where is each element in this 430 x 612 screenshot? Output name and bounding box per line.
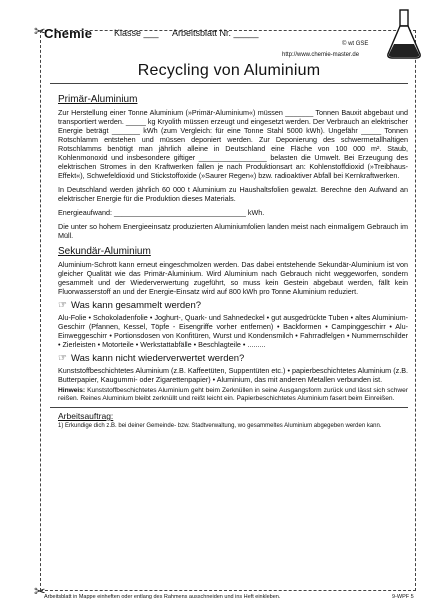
task-item-1: 1) Erkundige dich z.B. bei deiner Gemeinde- bzw. Stadtverwaltung, wo gesammeltes Aluminium abgegeben werden kann.: [58, 423, 382, 429]
primaer-closing-paragraph: Die unter so hohem Energieeinsatz produzierten Aluminiumfolien landen meist nach einmaligem Gebrauch im Müll.: [58, 222, 408, 240]
section-heading-primaer: Primär-Aluminium: [58, 94, 138, 105]
primaer-paragraph: Zur Herstellung einer Tonne Aluminium (»Primär-Aluminium«) müssen _______ Tonnen Bauxit abgebaut und transportiert werden. _____ kg Kryolith müssen erzeugt und eingesetzt werden. Der Verbrauch an elektrischer Energie beträgt _______ kWh (zum Vergleich: für eine Tonne Stahl 5000 kWh). Ungefähr _____ Tonnen Rotschlamm entstehen und müssen deponiert werden. Zur Deponierung des schwermetallhaltigen Rotschlamms benötigt man jährlich alleine in Deutschland eine Fläche von 100 000 m². Staub, Kohlenmonoxid und insbesondere giftiger _________________ belasten die Umwelt. Bei Erzeugung des elektrischen Stromes in den Kraftwerken fallen je nach Produktionsart an: Kohlenstoffdioxid (»Treibhaus-Effekt«), Schwefeldioxid und Stickstoffoxide (»Saurer Regen«) bzw. radioaktiver Abfall bei Kernkraftwerken.: [58, 108, 408, 180]
arbeitsauftrag-heading: Arbeitsauftrag:: [58, 411, 114, 421]
divider: [50, 407, 408, 408]
hint-text: Kunststoffbeschichtetes Aluminium geht beim Zerknüllen in seine Ausgangsform zurück und lässt sich schwer reißen. Reines Aluminium bleibt zerknüllt und reißt leicht ein. Papierbeschichtetes Aluminium fasert beim Einreißen.: [58, 387, 408, 402]
worksheet-header: [44, 26, 374, 60]
website-url: http://www.chemie-master.de: [282, 52, 360, 58]
scissors-icon: ✂: [34, 583, 46, 599]
footer-instructions: Arbeitsblatt in Mappe einheften oder entlang des Rahmens ausschneiden und ins Heft einkleben.: [44, 594, 281, 600]
copyright-text: © wt GSE: [342, 41, 369, 47]
hint-paragraph: [58, 387, 408, 403]
page-title: Recycling von Aluminium: [50, 62, 408, 84]
non-recyclable-items-list: Kunststoffbeschichtetes Aluminium (z.B. Kaffeetüten, Suppentüten etc.) • papierbeschichtetes Aluminium (z.B. Butterpapier, Kaugummi- oder Zigarettenpapier) • Aluminium, das mit anderen Metallen verbunden ist.: [58, 366, 408, 384]
question-gesammelt: [58, 300, 408, 311]
hint-label: Hinweis:: [58, 387, 86, 394]
flask-icon: [384, 8, 424, 62]
question-nicht-verwertbar: [58, 353, 408, 364]
section-heading-sekundaer: Sekundär-Aluminium: [58, 246, 151, 257]
sekundaer-paragraph: Aluminium-Schrott kann erneut eingeschmolzen werden. Das dabei entstehende Sekundär-Aluminium ist von gleicher Qualität wie das Primär-Aluminium. Wird Aluminium nach Gebrauch nicht weggeworfen, sondern gesammelt und der Wiederverwertung zugeführt, so muss kein Gestein abgebaut werden, fällt kein Fluorwasserstoff an und der Energie-Einsatz wird auf 800 kWh pro Tonne Aluminium reduziert.: [58, 260, 408, 296]
question-nicht-verwertbar-text: Was kann nicht wiederverwertet werden?: [70, 353, 245, 364]
pointing-hand-icon: ☞: [58, 300, 67, 311]
klasse-field: Klasse ___: [114, 28, 159, 38]
question-gesammelt-text: Was kann gesammelt werden?: [70, 300, 202, 311]
arbeitsblatt-number-field: Arbeitsblatt Nr. _____: [172, 28, 259, 38]
collectable-items-list: Alu-Folie • Schokoladenfolie • Joghurt-, Quark- und Sahnedeckel • gut ausgedrückte Tuben • altes Aluminium-Geschirr (Pfannen, Kessel, Töpfe - Eisengriffe vorher entfernen) • Backformen • Campinggeschirr • Alu-Einweggeschirr • Portionsdosen von Konfitüren, Wurst und Kondensmilch • Fahrradfelgen • Nummernschilder • Zierleisten • Motorteile • Werkstattabfälle • Beschlagteile • .........: [58, 313, 408, 349]
scissors-icon: ✂: [34, 23, 46, 39]
energy-answer-line: Energieaufwand: _________________________________ kWh.: [58, 208, 265, 217]
worksheet-body: [50, 62, 408, 431]
footer-code: 9-WPF 5: [392, 594, 414, 600]
subject-label: Chemie: [44, 26, 93, 41]
pointing-hand-icon: ☞: [58, 353, 67, 364]
primaer-task-paragraph: In Deutschland werden jährlich 60 000 t Aluminium zu Haushaltsfolien gewalzt. Berechne den Aufwand an elektrischer Energie für die Produktion dieses Materials.: [58, 185, 408, 203]
